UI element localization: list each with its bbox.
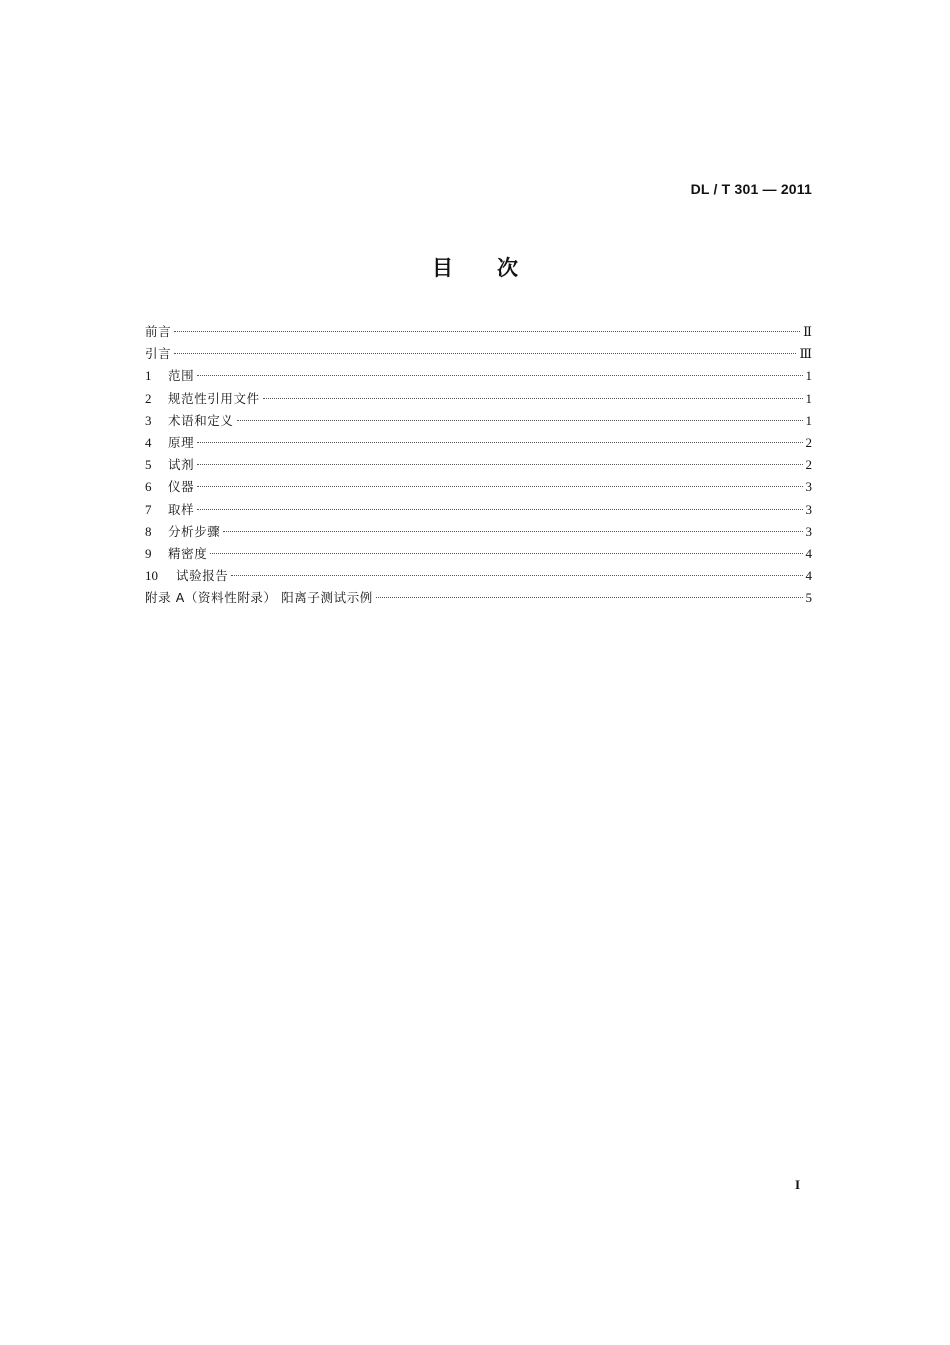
toc-entry-number: 7 bbox=[145, 501, 152, 517]
toc-entry-label: 精密度 bbox=[168, 545, 208, 561]
toc-leader-dots bbox=[231, 575, 802, 576]
toc-leader-dots bbox=[197, 442, 802, 443]
toc-entry-label: 附录 A（资料性附录） 阳离子测试示例 bbox=[145, 590, 373, 606]
toc-entry-label: 术语和定义 bbox=[168, 412, 234, 428]
page-number: I bbox=[795, 1177, 801, 1192]
toc-leader-dots bbox=[174, 331, 800, 332]
toc-entry-number: 5 bbox=[145, 457, 152, 473]
toc-leader-dots bbox=[210, 553, 802, 554]
toc-entry-label: 前言 bbox=[145, 324, 172, 339]
toc-entry-page: 3 bbox=[805, 523, 812, 539]
toc-entry-number: 8 bbox=[145, 523, 152, 539]
toc-entry-1[interactable] bbox=[145, 365, 812, 387]
toc-leader-dots bbox=[197, 486, 802, 487]
table-of-contents bbox=[145, 321, 812, 609]
toc-entry-4[interactable] bbox=[145, 432, 812, 454]
toc-entry-foreword[interactable] bbox=[145, 321, 812, 343]
toc-entry-page: Ⅲ bbox=[799, 346, 812, 362]
toc-leader-dots bbox=[376, 597, 803, 598]
toc-entry-label: 取样 bbox=[168, 501, 195, 517]
toc-entry-10[interactable] bbox=[145, 565, 812, 587]
toc-entry-number: 1 bbox=[145, 368, 152, 384]
toc-leader-dots bbox=[174, 353, 796, 354]
toc-entry-introduction[interactable] bbox=[145, 343, 812, 365]
toc-title-char-2: 次 bbox=[497, 256, 518, 280]
toc-entry-page: 3 bbox=[805, 479, 812, 495]
toc-entry-number: 3 bbox=[145, 412, 152, 428]
toc-entry-page: 1 bbox=[805, 368, 812, 384]
toc-leader-dots bbox=[263, 398, 803, 399]
toc-entry-3[interactable] bbox=[145, 410, 812, 432]
toc-entry-6[interactable] bbox=[145, 476, 812, 498]
toc-entry-page: 1 bbox=[805, 412, 812, 428]
toc-entry-2[interactable] bbox=[145, 388, 812, 410]
toc-entry-page: 4 bbox=[805, 545, 812, 561]
toc-entry-page: 5 bbox=[805, 590, 812, 606]
toc-entry-number: 6 bbox=[145, 479, 152, 495]
toc-title-char-1: 目 bbox=[432, 256, 453, 280]
toc-entry-page: 1 bbox=[805, 390, 812, 406]
toc-leader-dots bbox=[237, 420, 803, 421]
toc-entry-5[interactable] bbox=[145, 454, 812, 476]
toc-entry-page: 3 bbox=[805, 501, 812, 517]
toc-entry-label: 分析步骤 bbox=[168, 523, 221, 539]
toc-leader-dots bbox=[197, 375, 802, 376]
toc-entry-label: 原理 bbox=[168, 434, 195, 450]
toc-entry-appendix-a[interactable] bbox=[145, 587, 812, 609]
toc-entry-number: 9 bbox=[145, 545, 152, 561]
toc-title bbox=[0, 252, 950, 282]
toc-entry-label: 规范性引用文件 bbox=[168, 390, 260, 406]
toc-entry-number: 2 bbox=[145, 390, 152, 406]
toc-entry-number: 4 bbox=[145, 434, 152, 450]
toc-entry-label: 范围 bbox=[168, 368, 195, 384]
toc-leader-dots bbox=[223, 531, 802, 532]
toc-entry-label: 引言 bbox=[145, 346, 172, 362]
toc-leader-dots bbox=[197, 509, 802, 510]
toc-entry-page: 2 bbox=[805, 457, 812, 473]
toc-entry-8[interactable] bbox=[145, 521, 812, 543]
toc-entry-label: 试验报告 bbox=[176, 568, 229, 584]
toc-entry-label: 仪器 bbox=[168, 479, 195, 495]
toc-entry-page: Ⅱ bbox=[803, 324, 812, 339]
document-code: DL / T 301 — 2011 bbox=[690, 181, 812, 197]
toc-entry-7[interactable] bbox=[145, 499, 812, 521]
toc-entry-9[interactable] bbox=[145, 543, 812, 565]
toc-entry-label: 试剂 bbox=[168, 457, 195, 473]
toc-entry-page: 2 bbox=[805, 434, 812, 450]
toc-entry-page: 4 bbox=[805, 568, 812, 584]
toc-entry-number: 10 bbox=[145, 568, 158, 584]
toc-leader-dots bbox=[197, 464, 802, 465]
